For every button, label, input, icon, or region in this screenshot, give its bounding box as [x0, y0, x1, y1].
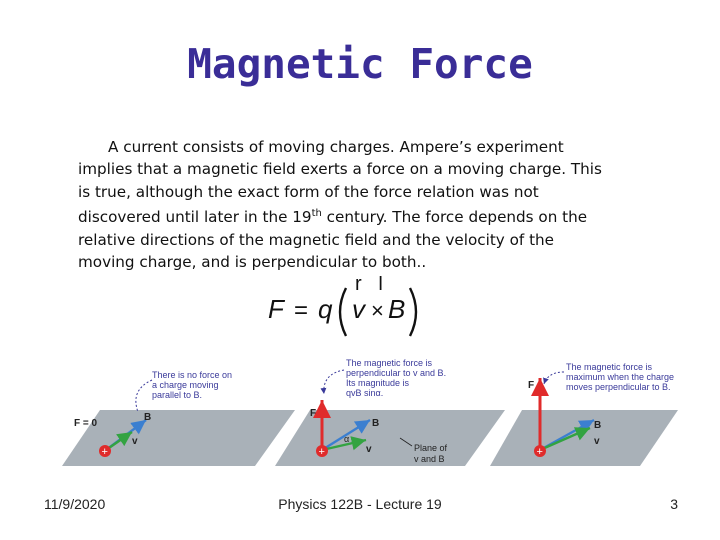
- body-line: A current consists of moving charges. Ampere’s experiment: [108, 138, 564, 156]
- formula-left-paren: [340, 288, 346, 336]
- pointer-line: [544, 372, 564, 384]
- note-text: perpendicular to v and B.: [346, 368, 447, 378]
- f-label: F: [310, 408, 317, 419]
- plus-icon: +: [101, 446, 108, 458]
- note-text: moves perpendicular to B.: [566, 382, 671, 392]
- formula-right-paren: [410, 288, 416, 336]
- superscript-th: th: [311, 208, 322, 220]
- footer-date: 11/9/2020: [44, 496, 106, 512]
- plane-note: v and B: [414, 454, 445, 464]
- note-text: The magnetic force is: [346, 358, 433, 368]
- body-line: [78, 203, 668, 228]
- v-label: v: [132, 436, 138, 447]
- v-label: v: [366, 444, 372, 455]
- b-label: B: [144, 412, 152, 423]
- force-zero-label: F = 0: [74, 418, 98, 429]
- lorentz-force-formula: [260, 276, 440, 338]
- formula-cross: ×: [371, 298, 384, 323]
- b-label: B: [372, 418, 380, 429]
- body-line-part: century. The force depends on the: [321, 208, 588, 227]
- formula-B: B: [388, 294, 406, 324]
- formula-over-marks: r l: [355, 276, 383, 295]
- panel-perpendicular-force: [275, 358, 505, 466]
- body-line: implies that a magnetic field exerts a force on a moving charge. This: [78, 160, 602, 179]
- plane-note: Plane of: [414, 443, 448, 453]
- panel-no-force: [62, 370, 295, 466]
- formula-q: q: [318, 294, 333, 324]
- body-line: relative directions of the magnetic field and the velocity of the: [78, 230, 555, 249]
- note-text: There is no force on: [152, 370, 233, 380]
- body-line: is true, although the exact form of the force relation was not: [78, 182, 539, 201]
- body-line: moving charge, and is perpendicular to both..: [78, 253, 427, 272]
- b-label: B: [594, 420, 602, 431]
- v-label: v: [594, 436, 600, 447]
- alpha-label: α: [344, 434, 350, 444]
- f-label: F: [528, 380, 535, 391]
- note-text: Its magnitude is: [346, 378, 410, 388]
- slide-title: Magnetic Force: [187, 40, 533, 88]
- plane-shape: [490, 410, 678, 466]
- pointer-line: [136, 380, 152, 412]
- formula-equals: =: [294, 297, 309, 324]
- magnetic-force-figure: [60, 350, 680, 475]
- note-text: The magnetic force is: [566, 362, 653, 372]
- footer-title: Physics 122B - Lecture 19: [278, 496, 442, 512]
- formula-F: F: [268, 294, 284, 324]
- body-paragraph: [78, 136, 668, 274]
- note-text: maximum when the charge: [566, 372, 675, 382]
- note-text: a charge moving: [152, 380, 219, 390]
- pointer-line: [324, 370, 344, 394]
- note-text: qvB sinα.: [346, 388, 384, 398]
- formula-v: v: [352, 294, 365, 324]
- body-line-part: discovered until later in the 19: [78, 208, 312, 227]
- note-text: parallel to B.: [152, 390, 203, 400]
- plus-icon: +: [536, 446, 543, 458]
- panel-maximum-force: [490, 362, 678, 466]
- plus-icon: +: [318, 446, 325, 458]
- page-number: 3: [670, 496, 678, 512]
